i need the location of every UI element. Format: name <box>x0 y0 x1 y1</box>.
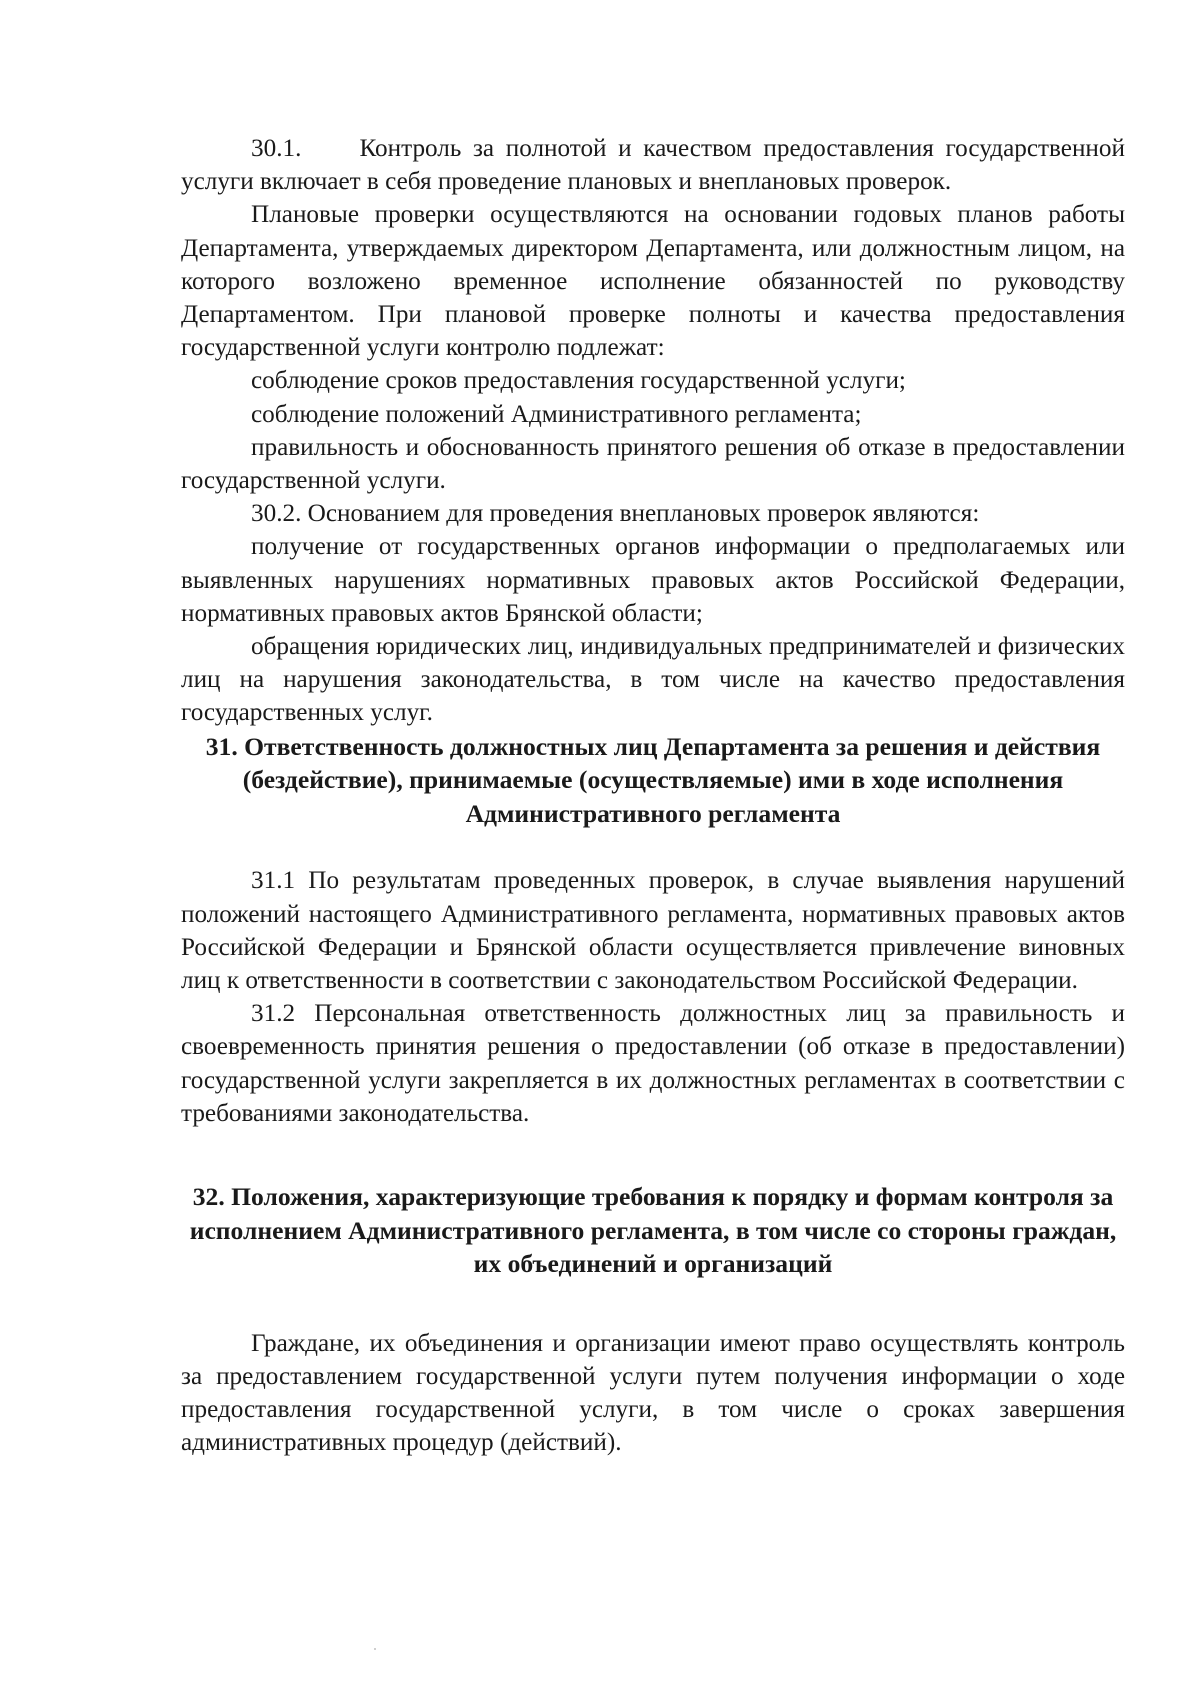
list-item: соблюдение сроков предоставления государственной услуги; <box>251 367 906 395</box>
paragraph-31-2: 31.2 Персональная ответственность должностных лиц за правильность и своевременность принятия решения о предоставлении (об отказе в предоставлении) государственной услуги закрепляется в их должностных регламентах в соответствии с требованиями законодательства. <box>181 1000 1125 1127</box>
paragraph-planned-checks: Плановые проверки осуществляются на основании годовых планов работы Департамента, утверждаемых директором Департамента, или должностным лицом, на которого возложено временное исполнение обязанностей по руководству Департаментом. При плановой проверке полноты и качества предоставления государственной услуги контролю подлежат: <box>181 201 1125 362</box>
scan-speck <box>374 1648 376 1650</box>
list-item: обращения юридических лиц, индивидуальных предпринимателей и физических лиц на нарушения законодательства, в том числе на качество предоставления государственных услуг. <box>181 633 1125 727</box>
section-heading-32: 32. Положения, характеризующие требования к порядку и формам контроля за исполнением Административного регламента, в том числе со стороны граждан, их объединений и организаций <box>189 1182 1117 1279</box>
paragraph-32: Граждане, их объединения и организации имеют право осуществлять контроль за предоставлением государственной услуги путем получения информации о ходе предоставления государственной услуги, в том числе о сроках завершения административных процедур (действий). <box>181 1329 1125 1457</box>
paragraph-30-2: 30.2. Основанием для проведения внеплановых проверок являются: <box>251 500 980 528</box>
section-heading-31: 31. Ответственность должностных лиц Департамента за решения и действия (бездействие), принимаемые (осуществляемые) ими в ходе исполнения Административного регламента <box>205 731 1101 828</box>
list-item: получение от государственных органов информации о предполагаемых или выявленных нарушениях нормативных правовых актов Российской Федерации, нормативных правовых актов Брянской области; <box>181 533 1125 627</box>
paragraph-30-1: 30.1. Контроль за полнотой и качеством предоставления государственной услуги включает в себя проведение плановых и внеплановых проверок. <box>181 135 1125 196</box>
paragraph-31-1: 31.1 По результатам проведенных проверок, в случае выявления нарушений положений настоящего Административного регламента, нормативных правовых актов Российской Федерации и Брянской области осуществляется привлечение виновных лиц к ответственности в соответствии с законодательством Российской Федерации. <box>181 867 1125 995</box>
document-page <box>181 132 1125 1460</box>
list-item: соблюдение положений Административного регламента; <box>251 400 862 428</box>
list-item: правильность и обоснованность принятого решения об отказе в предоставлении государственной услуги. <box>181 433 1125 495</box>
